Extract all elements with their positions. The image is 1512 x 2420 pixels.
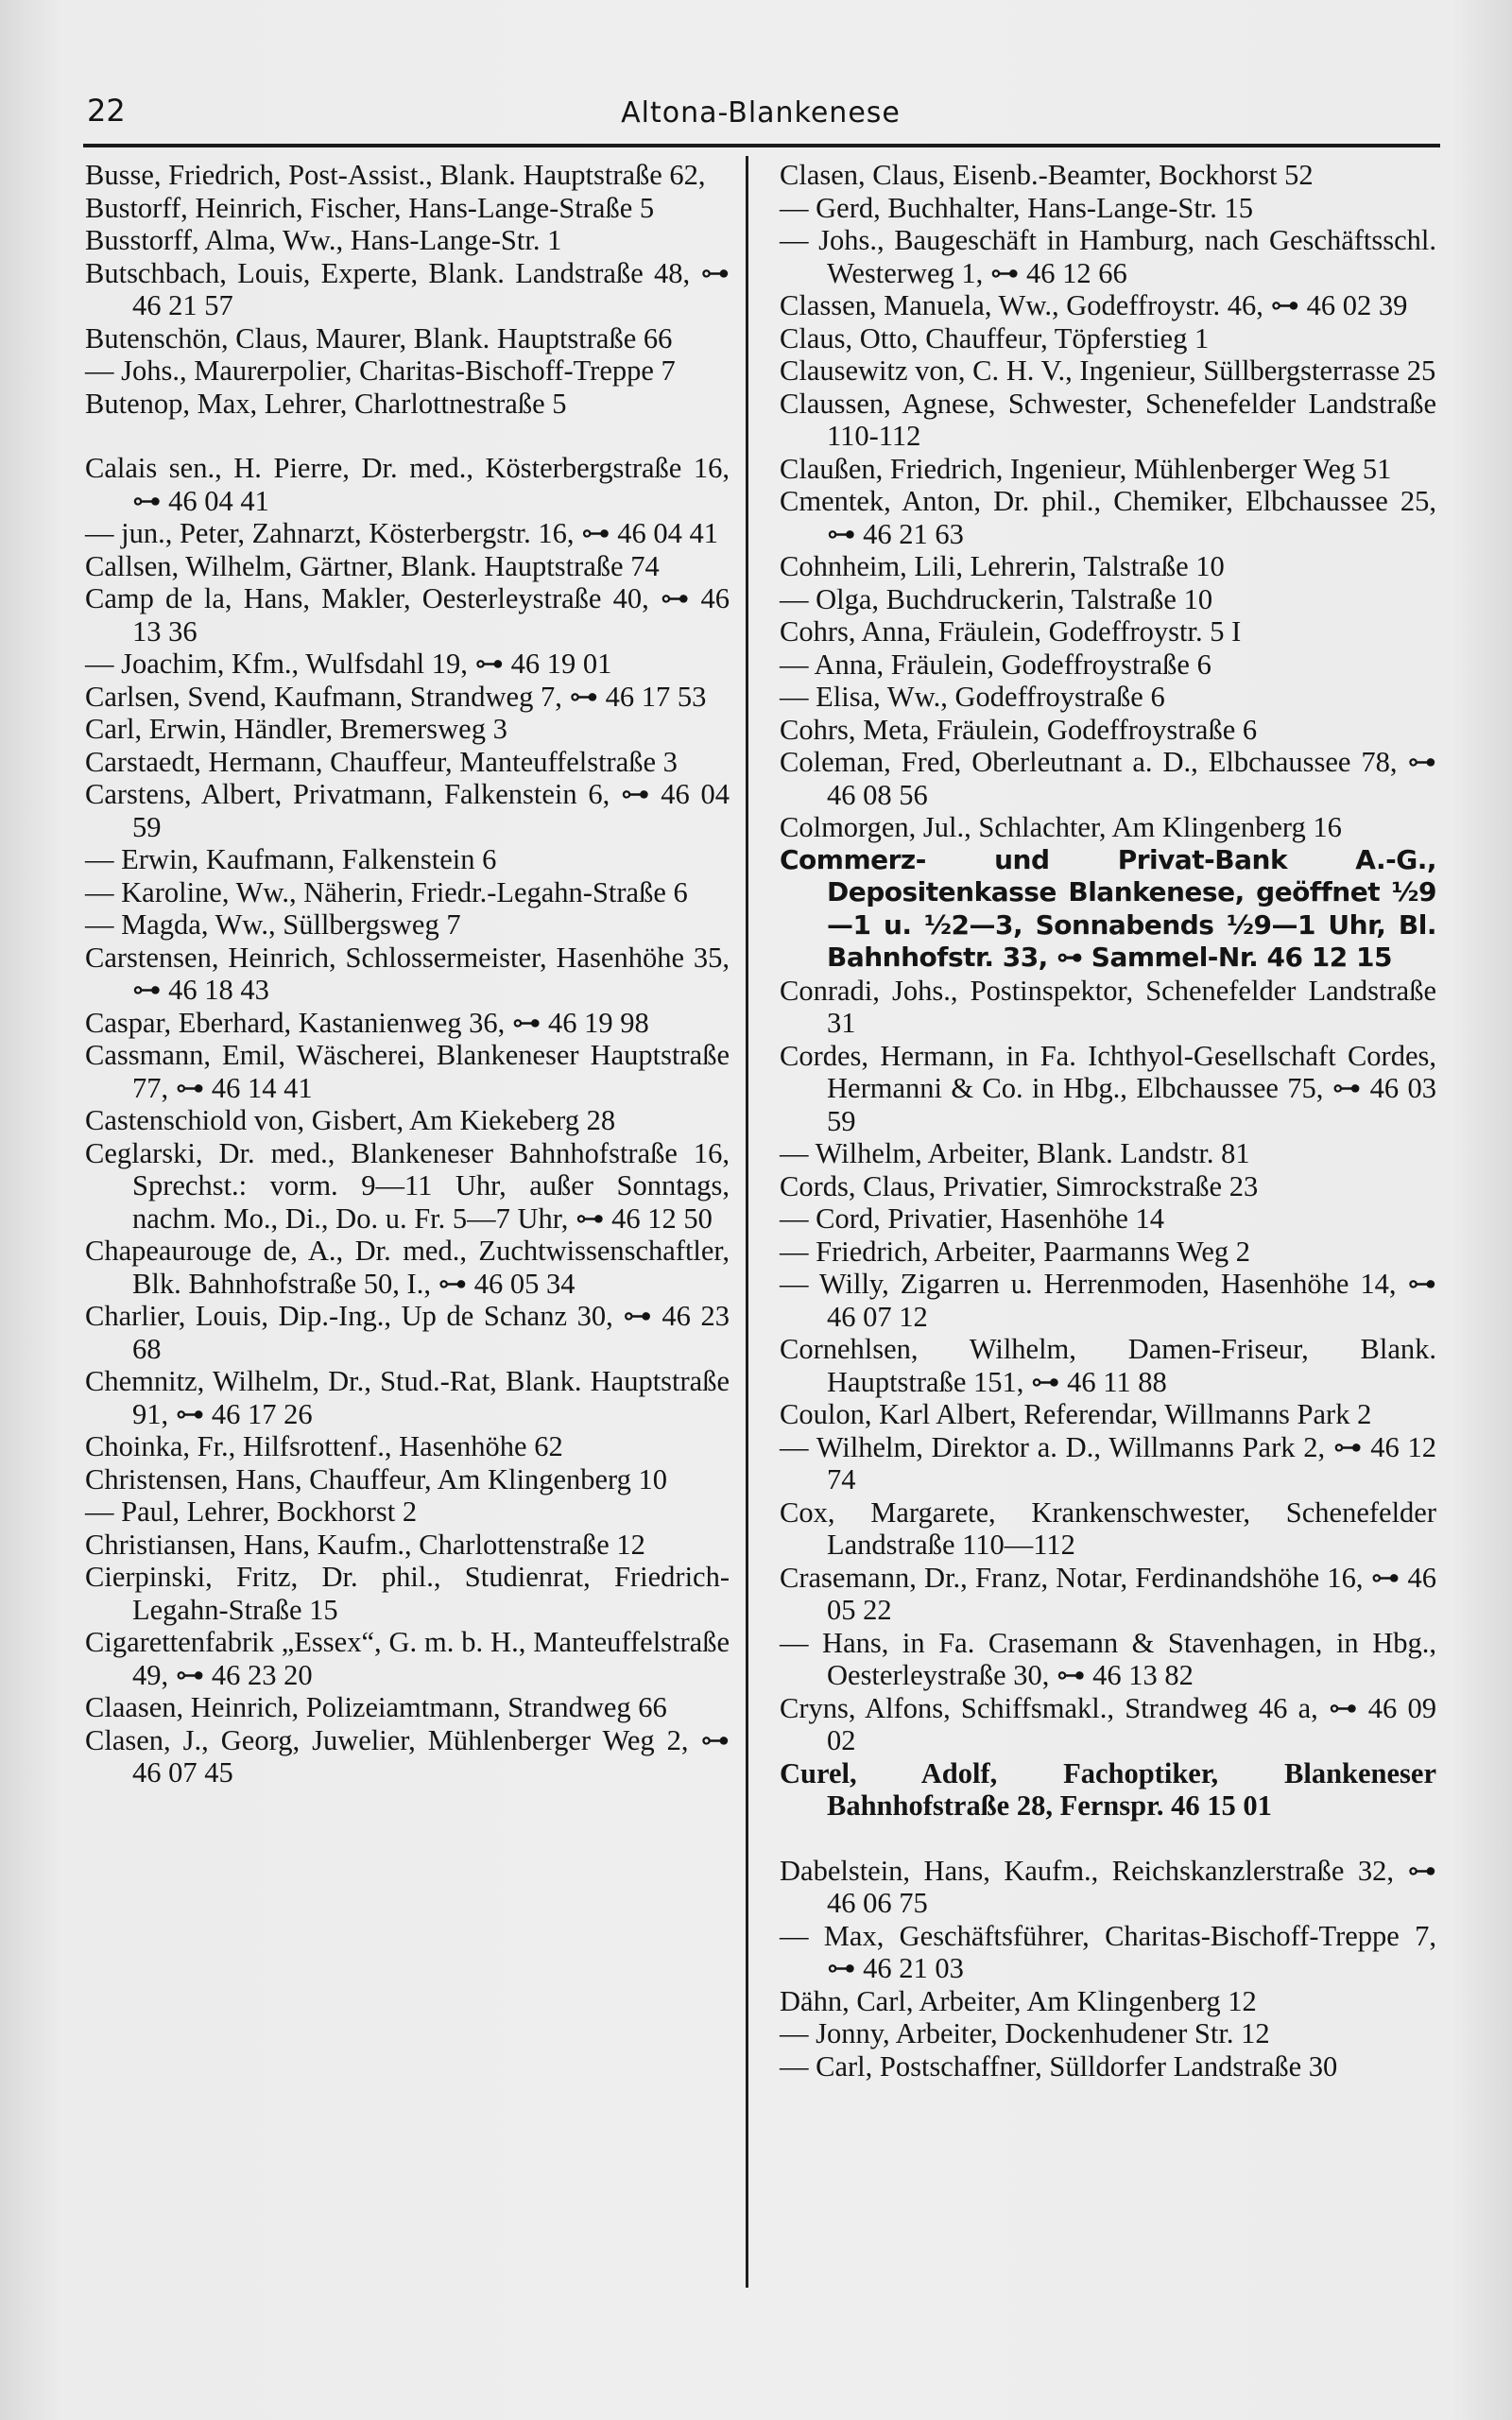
directory-entry: Choinka, Fr., Hilfsrottenf., Hasenhöhe 62 [85, 1430, 563, 1462]
directory-entry: Castenschiold von, Gisbert, Am Kiekeberg 28 [85, 1104, 616, 1136]
directory-entry: — Karoline, Ww., Näherin, Friedr.-Legahn-Straße 6 [85, 875, 688, 908]
directory-entry: — Gerd, Buchhalter, Hans-Lange-Str. 15 [780, 191, 1254, 224]
header-rule [83, 144, 1440, 147]
directory-entry: Claus, Otto, Chauffeur, Töpferstieg 1 [780, 321, 1210, 354]
directory-entry: Busse, Friedrich, Post-Assist., Blank. Hauptstraße 62, [85, 159, 706, 191]
directory-entry: Charlier, Louis, Dip.-Ing., Up de Schanz 30, ⊶ 46 23 68 [85, 1300, 730, 1365]
directory-entry: Crasemann, Dr., Franz, Notar, Ferdinandshöhe 16, ⊶ 46 05 22 [780, 1561, 1436, 1626]
directory-entry: Carlsen, Svend, Kaufmann, Strandweg 7, ⊶ 46 17 53 [85, 680, 707, 713]
directory-entry: — Erwin, Kaufmann, Falkenstein 6 [85, 843, 497, 875]
directory-entry: Coleman, Fred, Oberleutnant a. D., Elbchaussee 78, ⊶ 46 08 56 [780, 746, 1436, 811]
directory-entry: — Friedrich, Arbeiter, Paarmanns Weg 2 [780, 1235, 1251, 1268]
right-column [780, 159, 1436, 2083]
directory-entry: Busstorff, Alma, Ww., Hans-Lange-Str. 1 [85, 224, 562, 256]
directory-entry: Ceglarski, Dr. med., Blankeneser Bahnhofstraße 16, Sprechst.: vorm. 9—11 Uhr, außer Sonntags, nachm. Mo., Di., Do. u. Fr. 5—7 Uhr, ⊶ 46 12 50 [85, 1136, 730, 1235]
directory-entry: Cohrs, Meta, Fräulein, Godeffroystraße 6 [780, 713, 1258, 746]
directory-entry: — Magda, Ww., Süllbergsweg 7 [85, 908, 461, 941]
directory-entry: Coulon, Karl Albert, Referendar, Willmanns Park 2 [780, 1398, 1372, 1430]
directory-entry: — Carl, Postschaffner, Sülldorfer Landstraße 30 [780, 2049, 1338, 2083]
directory-entry: — Olga, Buchdruckerin, Talstraße 10 [780, 582, 1213, 615]
directory-entry: Conradi, Johs., Postinspektor, Schenefelder Landstraße 31 [780, 974, 1436, 1039]
directory-entry: Cords, Claus, Privatier, Simrockstraße 23 [780, 1169, 1259, 1202]
directory-entry: Carstaedt, Hermann, Chauffeur, Manteuffelstraße 3 [85, 745, 678, 778]
page-number: 22 [87, 93, 126, 129]
directory-entry: Callsen, Wilhelm, Gärtner, Blank. Hauptstraße 74 [85, 549, 660, 582]
directory-entry: — Wilhelm, Direktor a. D., Willmanns Park 2, ⊶ 46 12 74 [780, 1430, 1436, 1495]
directory-entry: Cassmann, Emil, Wäscherei, Blankeneser Hauptstraße 77, ⊶ 46 14 41 [85, 1039, 730, 1104]
page-header [85, 93, 1436, 138]
directory-entry: Colmorgen, Jul., Schlachter, Am Klingenberg 16 [780, 811, 1342, 843]
directory-entry: Cordes, Hermann, in Fa. Ichthyol-Gesellschaft Cordes, Hermanni & Co. in Hbg., Elbchaussee 75, ⊶ 46 03 59 [780, 1039, 1436, 1137]
directory-entry: — Max, Geschäftsführer, Charitas-Bischoff-Treppe 7, ⊶ 46 21 03 [780, 1919, 1436, 1984]
directory-entry: Carstens, Albert, Privatmann, Falkenstein 6, ⊶ 46 04 59 [85, 778, 730, 843]
directory-entry: Carl, Erwin, Händler, Bremersweg 3 [85, 713, 507, 745]
directory-entry: Claußen, Friedrich, Ingenieur, Mühlenberger Weg 51 [780, 452, 1392, 485]
directory-entry: Clausewitz von, C. H. V., Ingenieur, Süllbergsterrasse 25 [780, 354, 1436, 387]
directory-entry: Bustorff, Heinrich, Fischer, Hans-Lange-Straße 5 [85, 191, 655, 224]
directory-entry: — jun., Peter, Zahnarzt, Kösterbergstr. 16, ⊶ 46 04 41 [85, 517, 718, 549]
bank-advertisement-entry: Commerz- und Privat-Bank A.-G., Depositenkasse Blankenese, geöffnet ½9—1 u. ½2—3, Sonnabends ½9—1 Uhr, Bl. Bahnhofstr. 33, ⊶ Sammel-Nr. 46 12 15 [780, 843, 1436, 973]
directory-entry: — Paul, Lehrer, Bockhorst 2 [85, 1495, 418, 1528]
directory-entry: Cierpinski, Fritz, Dr. phil., Studienrat, Friedrich-Legahn-Straße 15 [85, 1561, 730, 1626]
optician-advertisement-entry: Curel, Adolf, Fachoptiker, Blankeneser Bahnhofstraße 28, Fernspr. 46 15 01 [780, 1756, 1436, 1822]
directory-entry: — Johs., Maurerpolier, Charitas-Bischoff-Treppe 7 [85, 354, 676, 387]
directory-entry: Christensen, Hans, Chauffeur, Am Klingenberg 10 [85, 1462, 668, 1495]
directory-entry: Dähn, Carl, Arbeiter, Am Klingenberg 12 [780, 1984, 1257, 2017]
directory-entry: Cmentek, Anton, Dr. phil., Chemiker, Elbchaussee 25, ⊶ 46 21 63 [780, 485, 1436, 550]
directory-entry: Dabelstein, Hans, Kaufm., Reichskanzlerstraße 32, ⊶ 46 06 75 [780, 1854, 1436, 1919]
directory-entry: — Joachim, Kfm., Wulfsdahl 19, ⊶ 46 19 01 [85, 648, 612, 680]
directory-entry: Cornehlsen, Wilhelm, Damen-Friseur, Blank. Hauptstraße 151, ⊶ 46 11 88 [780, 1333, 1436, 1398]
directory-entry: Classen, Manuela, Ww., Godeffroystr. 46, ⊶ 46 02 39 [780, 289, 1408, 321]
directory-entry: Cigarettenfabrik „Essex“, G. m. b. H., Manteuffelstraße 49, ⊶ 46 23 20 [85, 1626, 730, 1691]
directory-entry: Caspar, Eberhard, Kastanienweg 36, ⊶ 46 19 98 [85, 1006, 649, 1039]
running-head: Altona-Blankenese [621, 96, 901, 130]
directory-entry: Clasen, Claus, Eisenb.-Beamter, Bockhorst 52 [780, 159, 1314, 191]
directory-entry: Cohrs, Anna, Fräulein, Godeffroystr. 5 I [780, 615, 1242, 648]
left-column [85, 159, 730, 1789]
directory-entry: — Elisa, Ww., Godeffroystraße 6 [780, 681, 1165, 713]
directory-entry: Cox, Margarete, Krankenschwester, Schenefelder Landstraße 110—112 [780, 1495, 1436, 1561]
column-divider [746, 156, 748, 2288]
directory-entry: Camp de la, Hans, Makler, Oesterleystraße 40, ⊶ 46 13 36 [85, 582, 730, 648]
directory-entry: Chemnitz, Wilhelm, Dr., Stud.-Rat, Blank. Hauptstraße 91, ⊶ 46 17 26 [85, 1365, 730, 1430]
directory-entry: Calais sen., H. Pierre, Dr. med., Kösterbergstraße 16, ⊶ 46 04 41 [85, 452, 730, 517]
directory-entry: Cohnheim, Lili, Lehrerin, Talstraße 10 [780, 550, 1225, 582]
directory-entry: — Jonny, Arbeiter, Dockenhudener Str. 12 [780, 2017, 1270, 2049]
directory-entry: — Cord, Privatier, Hasenhöhe 14 [780, 1202, 1165, 1235]
directory-entry: Cryns, Alfons, Schiffsmakl., Strandweg 46 a, ⊶ 46 09 02 [780, 1691, 1436, 1756]
directory-entry: — Hans, in Fa. Crasemann & Stavenhagen, in Hbg., Oesterleystraße 30, ⊶ 46 13 82 [780, 1626, 1436, 1691]
directory-entry: Butenschön, Claus, Maurer, Blank. Hauptstraße 66 [85, 321, 673, 354]
directory-entry: Butenop, Max, Lehrer, Charlottnestraße 5 [85, 387, 567, 420]
directory-entry: — Anna, Fräulein, Godeffroystraße 6 [780, 648, 1211, 681]
directory-entry: Butschbach, Louis, Experte, Blank. Landstraße 48, ⊶ 46 21 57 [85, 256, 730, 321]
directory-entry: Christiansen, Hans, Kaufm., Charlottenstraße 12 [85, 1528, 645, 1561]
directory-entry: Carstensen, Heinrich, Schlossermeister, Hasenhöhe 35, ⊶ 46 18 43 [85, 941, 730, 1006]
directory-entry: — Johs., Baugeschäft in Hamburg, nach Geschäftsschl. Westerweg 1, ⊶ 46 12 66 [780, 224, 1436, 289]
directory-entry: Clasen, J., Georg, Juwelier, Mühlenberger Weg 2, ⊶ 46 07 45 [85, 1723, 730, 1789]
directory-entry: — Willy, Zigarren u. Herrenmoden, Hasenhöhe 14, ⊶ 46 07 12 [780, 1268, 1436, 1333]
directory-entry: Claussen, Agnese, Schwester, Schenefelder Landstraße 110-112 [780, 387, 1436, 452]
directory-entry: Chapeaurouge de, A., Dr. med., Zuchtwissenschaftler, Blk. Bahnhofstraße 50, I., ⊶ 46 05 34 [85, 1235, 730, 1300]
directory-entry: Claasen, Heinrich, Polizeiamtmann, Strandweg 66 [85, 1691, 667, 1723]
directory-entry: — Wilhelm, Arbeiter, Blank. Landstr. 81 [780, 1137, 1250, 1169]
